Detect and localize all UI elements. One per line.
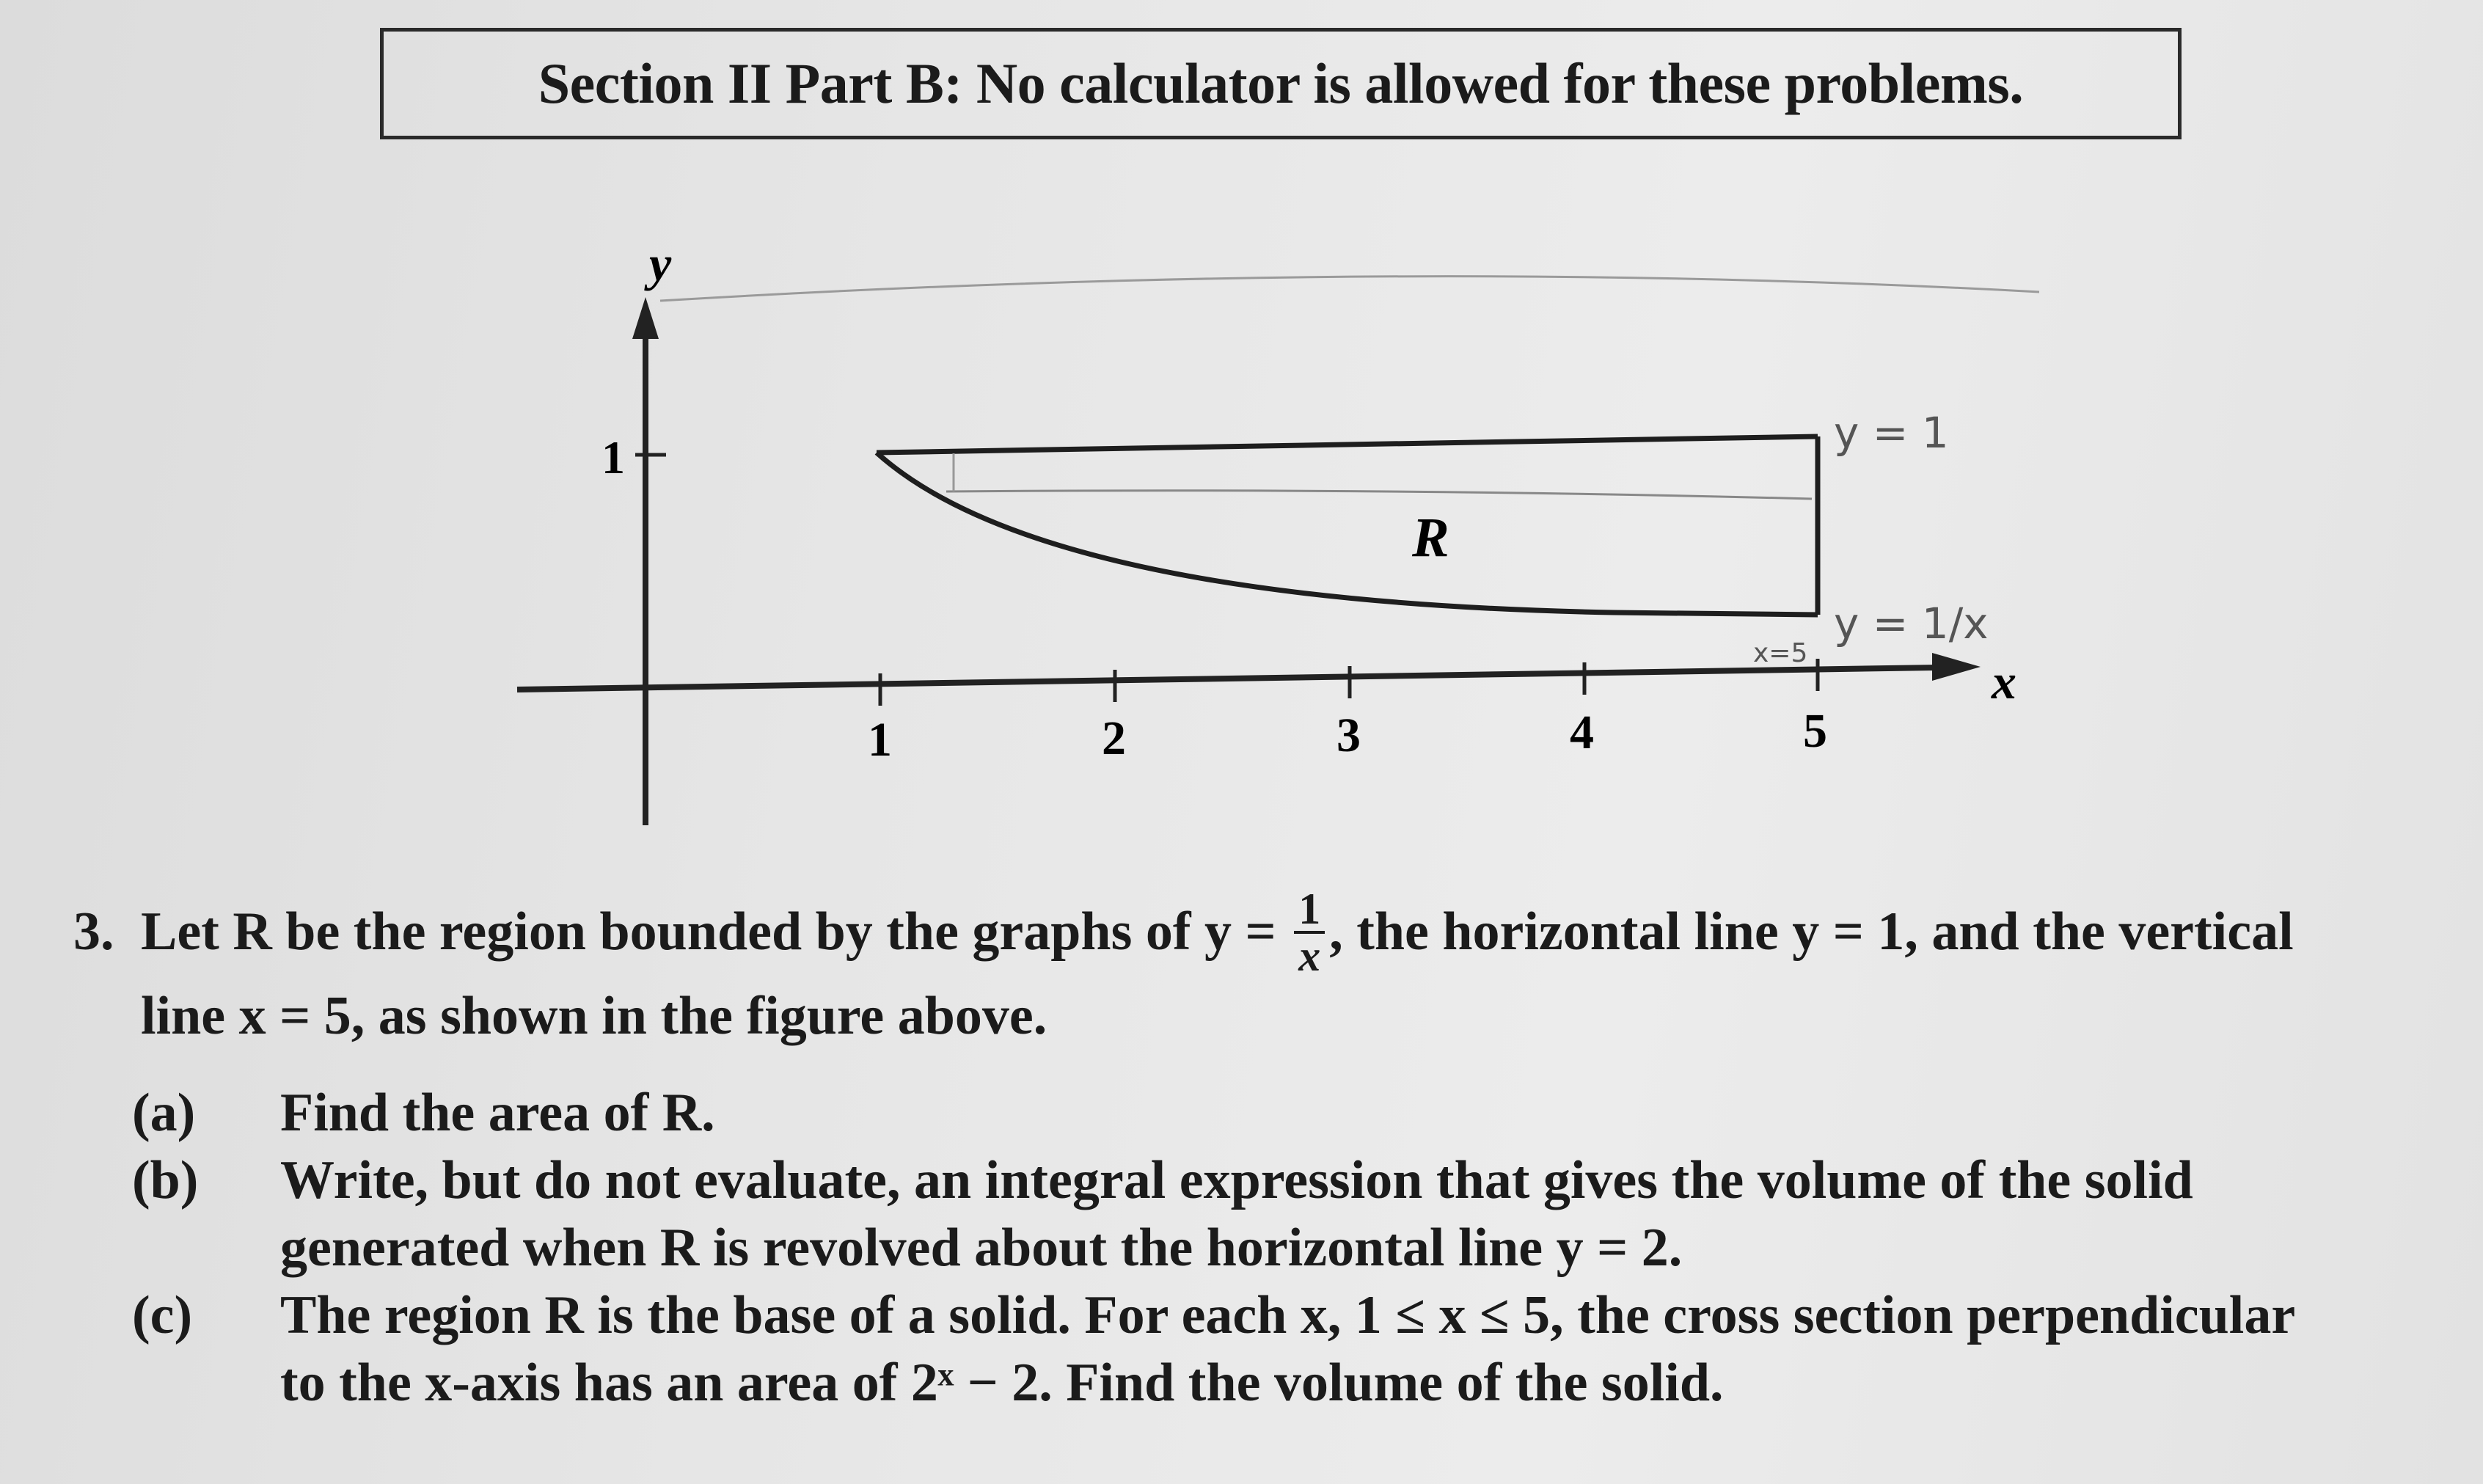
x-tick-label-4: 4: [1570, 706, 1594, 759]
x-axis: [517, 668, 1937, 690]
handwritten-x-equals-5: x=5: [1753, 638, 1808, 668]
line-y-equals-1: [877, 436, 1818, 453]
problem-statement-line-1: [73, 885, 2457, 982]
part-b: [73, 1147, 2457, 1282]
x-axis-label: x: [1992, 654, 2016, 709]
part-b-label: (b): [132, 1150, 199, 1210]
region-label: R: [1412, 507, 1449, 569]
problem-3: [73, 885, 2457, 1417]
problem-number: 3.: [73, 901, 114, 962]
pencil-guide-line: [946, 491, 1812, 499]
x-tick-label-2: 2: [1102, 712, 1126, 765]
handwritten-y-equals-1: y = 1: [1834, 408, 1949, 458]
part-a-label: (a): [132, 1083, 196, 1143]
part-c-text-line-2: to the x-axis has an area of 2ˣ − 2. Find the volume of the solid.: [280, 1353, 1724, 1413]
x-tick-label-1: 1: [868, 713, 892, 767]
curve-y-equals-1-over-x: [877, 453, 1818, 615]
part-c-label: (c): [132, 1285, 193, 1345]
fraction-1-over-x: [1294, 887, 1325, 978]
x-tick-label-3: 3: [1336, 709, 1361, 762]
problem-parts: [73, 1079, 2457, 1417]
problem-statement-line-2: line x = 5, as shown in the figure above.: [141, 986, 1047, 1046]
part-c-text-line-1: The region R is the base of a solid. For each x, 1 ≤ x ≤ 5, the cross section perpendicular: [280, 1285, 2296, 1345]
fraction-denominator: x: [1298, 932, 1321, 980]
part-a: [73, 1079, 2457, 1147]
part-b-text-line-2: generated when R is revolved about the horizontal line y = 2.: [280, 1218, 1683, 1278]
x-tick-label-5: 5: [1803, 704, 1827, 758]
y-tick-label-1: 1: [601, 431, 625, 483]
section-title: Section II Part B: No calculator is allowed for these problems.: [538, 51, 2024, 115]
problem-text-a: Let R be the region bounded by the graphs of y =: [141, 901, 1276, 962]
part-b-text-line-1: Write, but do not evaluate, an integral expression that gives the volume of the solid: [280, 1150, 2193, 1210]
problem-text-b: , the horizontal line y = 1, and the vertical: [1329, 901, 2294, 962]
fraction-numerator: 1: [1294, 887, 1325, 934]
part-c: [73, 1282, 2457, 1417]
part-a-text: Find the area of R.: [280, 1083, 715, 1143]
y-axis-label: y: [649, 235, 672, 291]
pencil-stroke: [660, 277, 2039, 301]
handwritten-y-equals-1-over-x: y = 1/x: [1834, 599, 1989, 648]
y-axis-arrow: [632, 297, 659, 339]
x-axis-arrow: [1932, 653, 1981, 681]
